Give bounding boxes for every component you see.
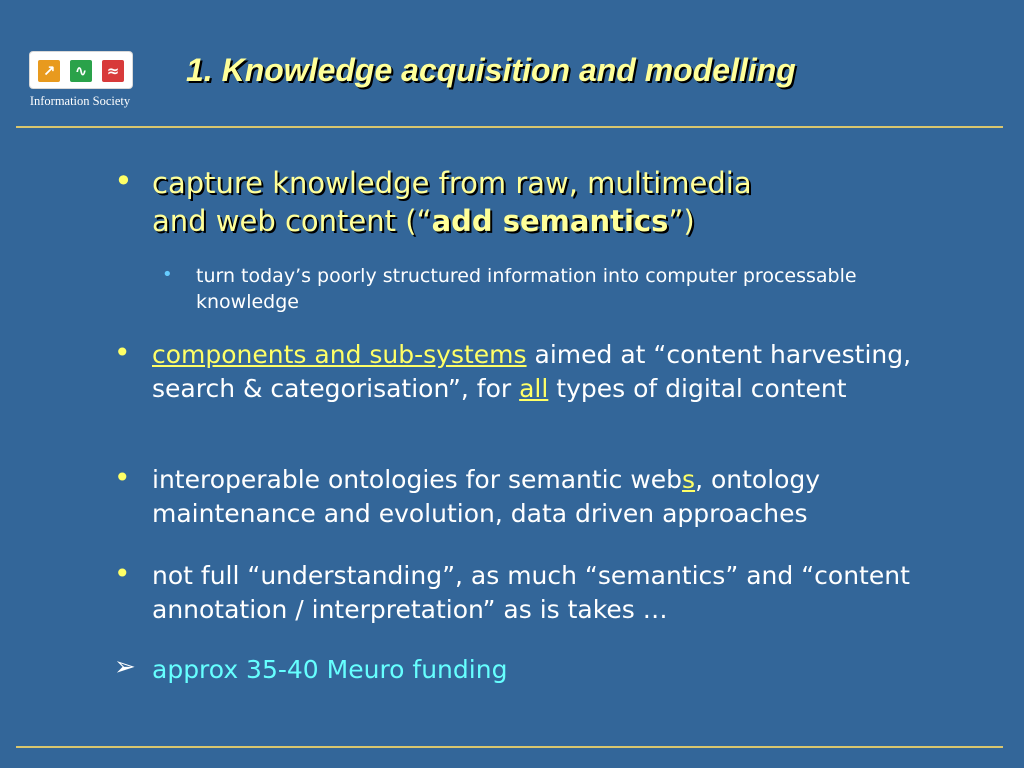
bullet-text-post: types of digital content	[548, 374, 847, 403]
bullet-text: not full “understanding”, as much “semantics” and “content annotation / interpretation” as is takes …	[152, 561, 910, 624]
add-semantics-emphasis: add semantics	[431, 204, 669, 238]
bullet-line-2-post: ”)	[668, 204, 695, 238]
bullet-marker: •	[114, 162, 133, 200]
bullet-marker: •	[114, 461, 131, 494]
arrow-bullet-icon: ➢	[114, 652, 136, 682]
bullet-text	[152, 164, 954, 240]
arrow-icon: ↗	[38, 60, 60, 82]
sub-bullet-marker: •	[162, 264, 173, 285]
webs-link[interactable]: s	[682, 465, 696, 494]
bullet-line-1: capture knowledge from raw, multimedia	[152, 166, 752, 200]
top-divider	[16, 126, 1003, 128]
all-link[interactable]: all	[519, 374, 549, 403]
logo-text: Information Society	[29, 94, 131, 108]
sub-bullet-text: turn today’s poorly structured information into computer processable knowledge	[196, 265, 857, 313]
bullet-text-mid: aimed at “content harvesting, search & categorisation”, for	[152, 340, 912, 403]
components-link[interactable]: components and sub-systems	[152, 340, 527, 369]
bullet-text-post: , ontology maintenance and evolution, data driven approaches	[152, 465, 821, 528]
bullet-line-2-pre: and web content (“	[152, 204, 432, 238]
information-society-logo	[14, 46, 146, 112]
bullet-marker: •	[114, 557, 131, 590]
wave-icon: ∿	[70, 60, 92, 82]
slide-title: 1. Knowledge acquisition and modelling	[186, 52, 796, 88]
logo-badge	[30, 52, 132, 88]
waves-icon: ≈	[102, 60, 124, 82]
bottom-divider	[16, 746, 1003, 748]
bullet-text	[152, 463, 954, 531]
funding-text: approx 35-40 Meuro funding	[152, 655, 508, 684]
bullet-text	[152, 338, 954, 406]
bullet-marker: •	[114, 336, 131, 369]
bullet-text-pre: interoperable ontologies for semantic web	[152, 465, 683, 494]
